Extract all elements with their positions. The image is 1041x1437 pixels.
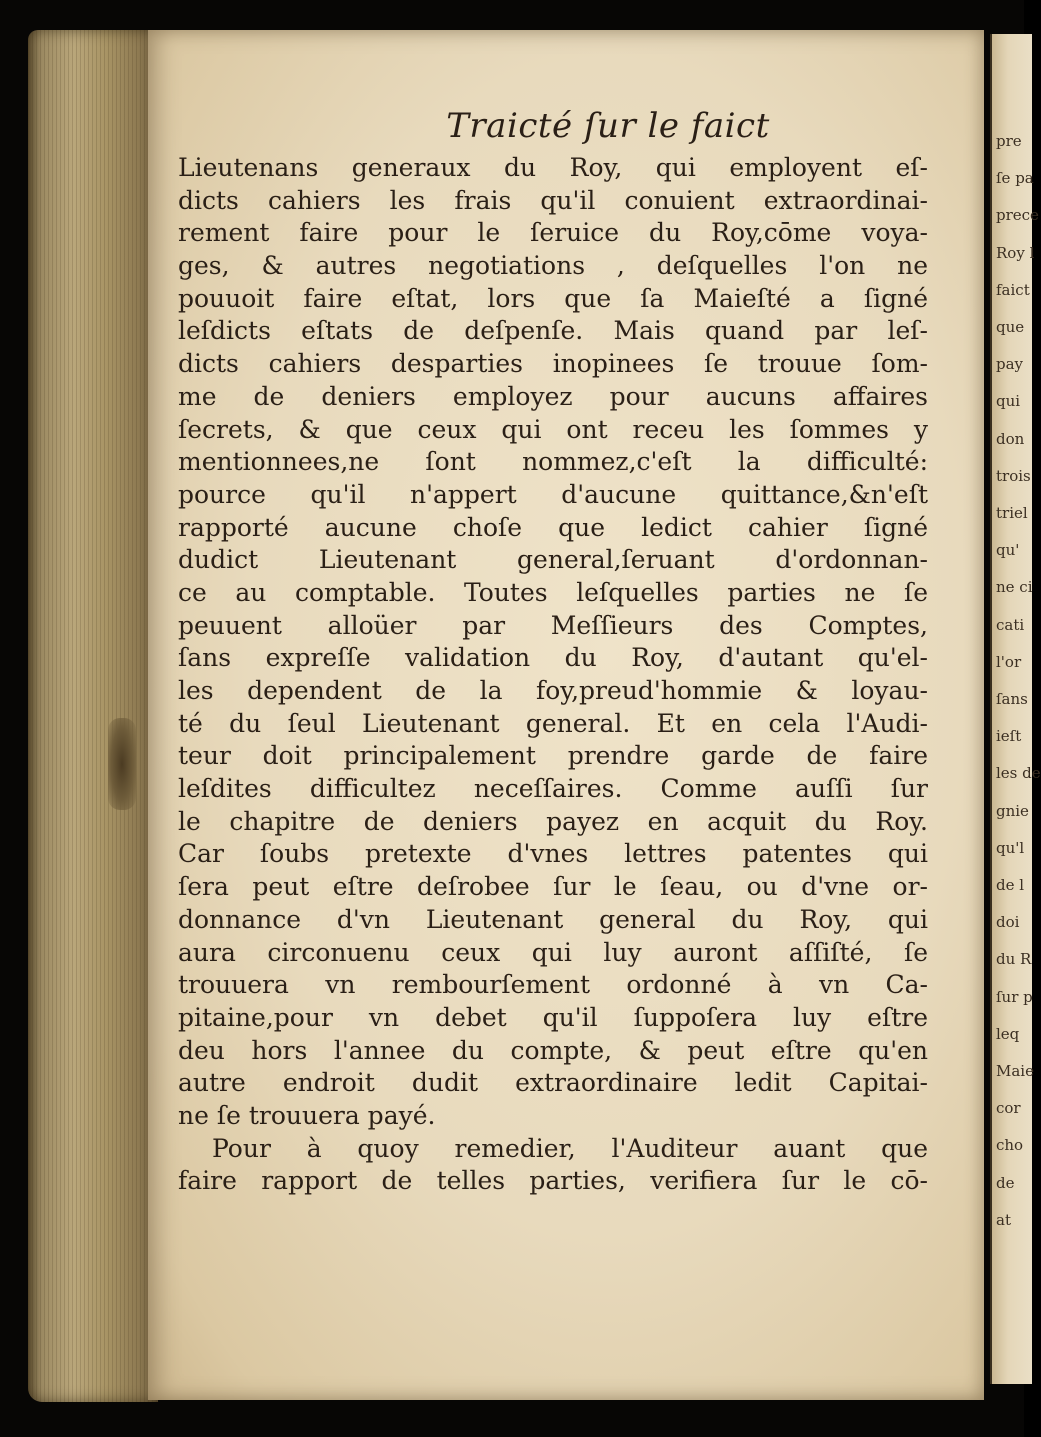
facing-page-fragment: les de <box>996 764 1041 783</box>
text-line: aura circonuenu ceux qui luy auront aſſiſté, ſe <box>178 937 928 967</box>
facing-page-edge <box>990 34 1041 1384</box>
text-line: pouuoit faire eſtat, lors que ſa Maieſté a ſigné <box>178 283 928 313</box>
text-line: le chapitre de deniers payez en acquit du Roy. <box>178 806 928 836</box>
facing-page-fragment: pay <box>996 355 1024 374</box>
facing-page-fragment: triel <box>996 504 1028 522</box>
facing-page-fragment: cho <box>996 1136 1024 1155</box>
facing-page-fragment: l'or <box>996 652 1022 671</box>
text-line: Pour à quoy remedier, l'Auditeur auant que <box>212 1133 928 1163</box>
text-line: autre endroit dudit extraordinaire ledit Capitai- <box>178 1068 928 1098</box>
text-line: ſera peut eſtre deſrobee ſur le ſeau, ou d'vne or- <box>178 872 928 902</box>
text-line: Car ſoubs pretexte d'vnes lettres patentes qui <box>178 839 928 869</box>
running-head: Traicté ſur le faict <box>446 106 770 146</box>
facing-page-fragment: pre <box>996 132 1022 150</box>
facing-page-fragment: at <box>996 1210 1011 1229</box>
text-line: té du ſeul Lieutenant general. Et en cela l'Audi- <box>178 708 928 738</box>
facing-page-fragment: ſe pa <box>996 169 1034 188</box>
text-line: ne ſe trouuera payé. <box>178 1100 436 1130</box>
facing-page-fragment: qu'l <box>996 838 1025 857</box>
facing-page-fragment: qu' <box>996 541 1020 560</box>
facing-page-fragment: de l <box>996 876 1025 894</box>
facing-page-fragment: don <box>996 429 1025 448</box>
text-line: pource qu'il n'appert d'aucune quittance,&n'eſt <box>178 479 928 509</box>
text-line: ce au comptable. Toutes leſquelles parties ne ſe <box>178 577 928 607</box>
text-line: pitaine,pour vn debet qu'il ſuppoſera luy eſtre <box>178 1002 928 1032</box>
text-line: trouuera vn rembourſement ordonné à vn Ca- <box>178 970 928 1000</box>
facing-page-fragment: ſans <box>996 690 1028 708</box>
text-line: dicts cahiers desparties inopinees ſe trouue ſom- <box>178 349 928 379</box>
page-edge-stain <box>108 718 136 810</box>
text-line: dicts cahiers les frais qu'il conuient extraordinai- <box>178 185 928 215</box>
facing-page-fragment: prece <box>996 206 1039 225</box>
text-line: deu hors l'annee du compte, & peut eſtre qu'en <box>178 1035 928 1065</box>
page-text-block <box>178 102 928 1198</box>
book-fore-edge <box>28 30 158 1402</box>
text-line: donnance d'vn Lieutenant general du Roy, qui <box>178 904 928 934</box>
facing-page-fragment: Roy l <box>996 243 1035 262</box>
facing-page-fragment: qui <box>996 392 1021 411</box>
text-line: peuuent alloüer par Meſſieurs des Comptes, <box>178 610 928 640</box>
facing-page-fragment: ne ci <box>996 578 1033 597</box>
text-line: dudict Lieutenant general,ſeruant d'ordonnan- <box>178 545 928 575</box>
text-line: Lieutenans generaux du Roy, qui employent eſ- <box>178 153 928 182</box>
text-line: faire rapport de telles parties, verifiera ſur le cō- <box>178 1166 928 1196</box>
text-line: me de deniers employez pour aucuns affaires <box>178 381 928 411</box>
text-line: leſdicts eſtats de deſpenſe. Mais quand par leſ- <box>178 316 928 346</box>
text-line: rement faire pour le ſeruice du Roy,cōme voya- <box>178 218 928 248</box>
facing-page-fragment: de <box>996 1173 1015 1192</box>
facing-page-fragment: leq <box>996 1024 1020 1043</box>
facing-page-fragment: du R <box>996 950 1032 969</box>
facing-page-fragment: ſur p <box>996 987 1033 1006</box>
facing-page-fragment: trois <box>996 466 1031 485</box>
text-line: ges, & autres negotiations , deſquelles l'on ne <box>178 251 928 281</box>
facing-page-fragment: Maie <box>996 1062 1034 1080</box>
text-line: teur doit principalement prendre garde de faire <box>178 741 928 771</box>
text-line: leſdites difficultez neceſſaires. Comme auſſi ſur <box>178 774 928 804</box>
text-line: ſans expreſſe validation du Roy, d'autant qu'el- <box>178 643 928 673</box>
facing-page-fragment: ieſt <box>996 727 1022 746</box>
text-line: rapporté aucune choſe que ledict cahier ſigné <box>178 512 928 542</box>
facing-page-fragment: gnie <box>996 801 1029 820</box>
facing-page-fragment: faict <box>996 280 1030 299</box>
facing-page-fragment: que <box>996 318 1025 336</box>
facing-page-fragment: doi <box>996 913 1020 932</box>
facing-page-fragment: cor <box>996 1099 1021 1118</box>
text-line: ſecrets, & que ceux qui ont receu les ſommes y <box>178 414 928 444</box>
text-line: les dependent de la foy,preud'hommie & loyau- <box>178 676 928 705</box>
text-line: mentionnees,ne ſont nommez,c'eſt la difficulté: <box>178 447 928 477</box>
facing-page-fragment: cati <box>996 615 1025 634</box>
